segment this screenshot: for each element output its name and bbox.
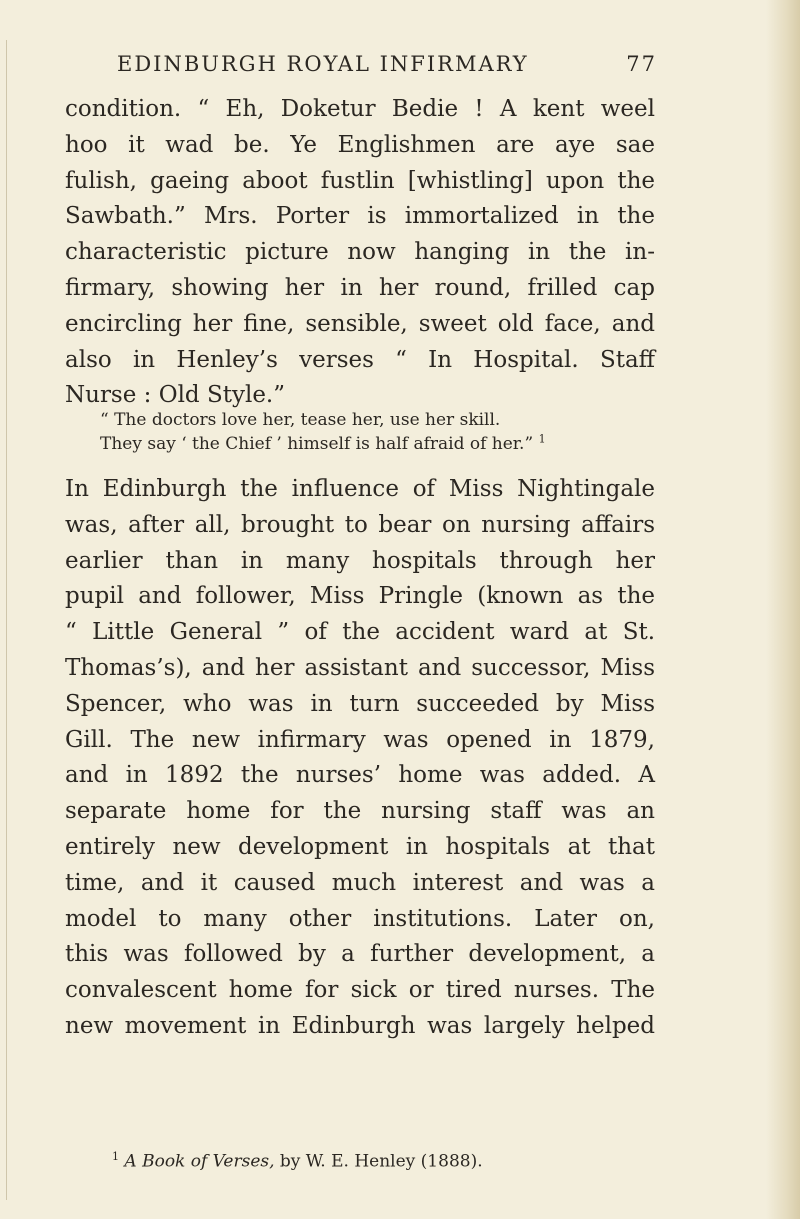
- page-edge-line: [6, 40, 7, 1200]
- page-number: 77: [626, 52, 657, 76]
- text-line: time, and it caused much interest and was a: [65, 869, 655, 896]
- text-line: Gill. The new infirmary was opened in 1879,: [65, 726, 655, 753]
- text-line: pupil and follower, Miss Pringle (known as the: [65, 583, 655, 610]
- quote-line: “ The doctors love her, tease her, use her skill.: [100, 410, 501, 430]
- footnote-book-title: A Book of Verses,: [124, 1151, 275, 1172]
- text-line: Thomas’s), and her assistant and successor, Miss: [65, 654, 655, 681]
- text-line: model to many other institutions. Later on,: [65, 905, 655, 932]
- quote-line-text: They say ‘ the Chief ’ himself is half afraid of her.”: [100, 434, 534, 454]
- text-line: earlier than in many hospitals through her: [65, 547, 655, 574]
- text-line: Nurse : Old Style.”: [65, 382, 285, 409]
- text-line: characteristic picture now hanging in the in-: [65, 239, 655, 266]
- text-line: hoo it wad be. Ye Englishmen are aye sae: [65, 131, 655, 158]
- text-line: condition. “ Eh, Doketur Bedie ! A kent weel: [65, 96, 655, 122]
- text-line: new movement in Edinburgh was largely helped: [65, 1012, 655, 1039]
- footnote: [112, 1150, 652, 1172]
- text-line: encircling her fine, sensible, sweet old face, and: [65, 310, 655, 337]
- paragraph-2: [65, 472, 655, 1045]
- verse-quotation: [100, 408, 660, 456]
- text-line: Sawbath.” Mrs. Porter is immortalized in the: [65, 203, 655, 230]
- footnote-text: by W. E. Henley (1888).: [274, 1151, 483, 1172]
- text-line: was, after all, brought to bear on nursing affairs: [65, 511, 655, 538]
- paragraph-1: [65, 92, 655, 414]
- running-header: [117, 52, 657, 86]
- text-line: Spencer, who was in turn succeeded by Miss: [65, 690, 655, 717]
- text-line: fulish, gaeing aboot fustlin [whistling] upon the: [65, 167, 655, 194]
- text-line: firmary, showing her in her round, frilled cap: [65, 274, 655, 301]
- text-line: “ Little General ” of the accident ward at St.: [65, 619, 655, 646]
- text-line: separate home for the nursing staff was an: [65, 798, 655, 825]
- footnote-reference: 1: [538, 432, 546, 446]
- text-line: also in Henley’s verses “ In Hospital. Staff: [65, 346, 655, 373]
- quote-line: [100, 432, 660, 456]
- text-line: entirely new development in hospitals at that: [65, 833, 655, 860]
- text-line: this was followed by a further development, a: [65, 941, 655, 968]
- text-line: In Edinburgh the influence of Miss Nightingale: [65, 476, 655, 502]
- running-title: EDINBURGH ROYAL INFIRMARY: [117, 52, 529, 76]
- footnote-mark: 1: [112, 1150, 119, 1163]
- text-line: convalescent home for sick or tired nurses. The: [65, 977, 655, 1004]
- text-line: and in 1892 the nurses’ home was added. A: [65, 762, 655, 789]
- page-gutter-shadow: [766, 0, 800, 1219]
